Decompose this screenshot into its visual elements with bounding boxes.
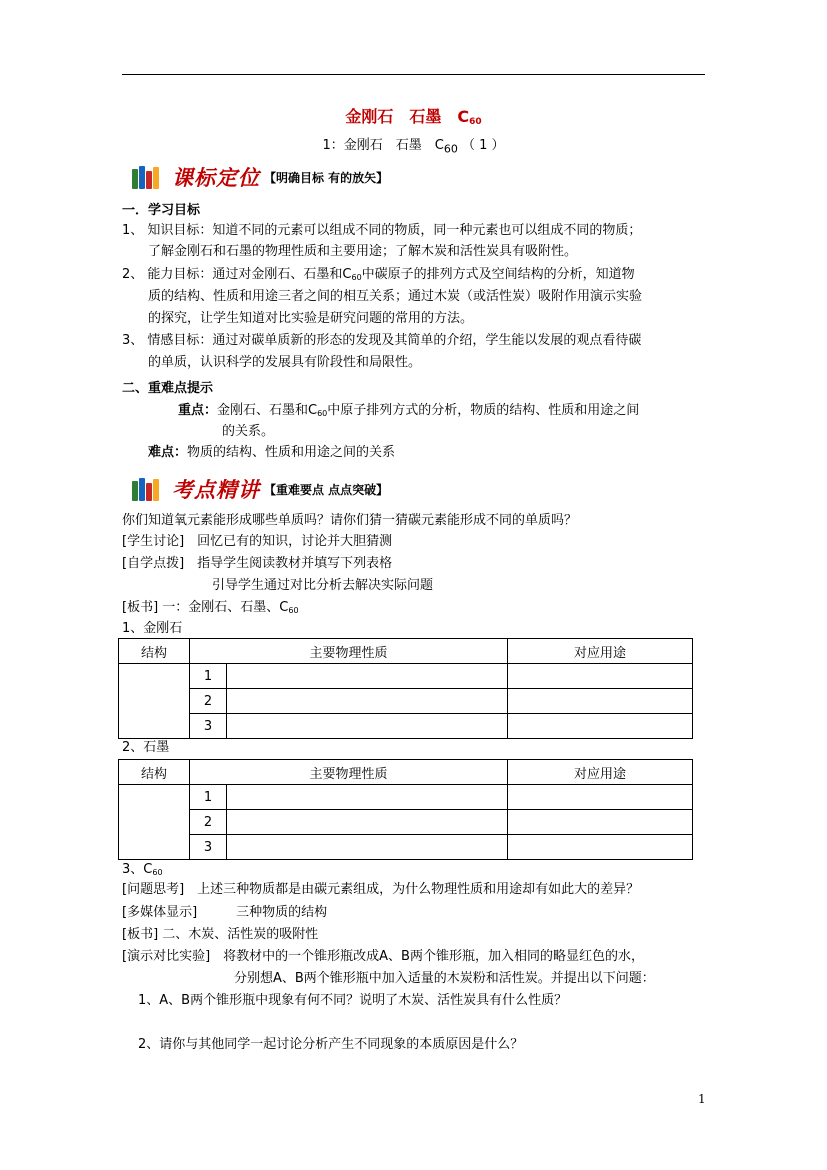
structure-cell (119, 785, 190, 860)
section-heading-2: 二、重难点提示 (122, 381, 214, 396)
graphite-label: 2、石墨 (122, 740, 170, 755)
col-property: 主要物理性质 (190, 760, 508, 785)
page-title: 金刚石 石墨 $C_{60}$ (345, 107, 482, 127)
student-discussion: [学生讨论] 回忆已有的知识，讨论并大胆猜测 (122, 534, 393, 549)
c60-label: 3、$C_{60}$ (122, 862, 163, 877)
question-oxygen: 你们知道氧元素能形成哪些单质吗？请你们猜一猜碳元素能形成不同的单质吗？ (122, 513, 578, 528)
key-point: 重点：金刚石、石墨和$C_{60}$中原子排列方式的分析，物质的结构、性质和用途之间 (178, 403, 640, 418)
banner-tag: 【重难要点 点点突破】 (264, 482, 389, 497)
property-cell (227, 835, 508, 860)
goal-knowledge-cont: 了解金刚石和石墨的物理性质和主要用途；了解木炭和活性炭具有吸附性。 (148, 244, 578, 259)
row-number: 2 (190, 689, 227, 714)
banner-course-goals (132, 164, 388, 190)
use-cell (508, 689, 693, 714)
banner-tag: 【明确目标 有的放矢】 (264, 170, 389, 185)
header-rule (122, 74, 705, 75)
property-cell (227, 785, 508, 810)
property-cell (227, 714, 508, 739)
row-number: 2 (190, 810, 227, 835)
books-icon (132, 477, 166, 501)
banner-title: 考点精讲 (172, 478, 260, 502)
property-cell (227, 664, 508, 689)
structure-cell (119, 664, 190, 739)
multimedia-display: [多媒体显示] 三种物质的结构 (122, 905, 328, 920)
hard-point: 难点：物质的结构、性质和用途之间的关系 (148, 445, 396, 460)
self-study-1: [自学点拨] 指导学生阅读教材并填写下列表格 (122, 556, 393, 571)
col-property: 主要物理性质 (190, 639, 508, 664)
banner-title: 课标定位 (172, 166, 260, 190)
graphite-table (118, 759, 693, 860)
diamond-table (118, 638, 693, 739)
lesson-subtitle: 1：金刚石 石墨 $C_{60}$ （ 1 ） (322, 138, 505, 156)
board-note-2: [板书] 二、木炭、活性炭的吸附性 (122, 927, 319, 942)
section-heading: 一．学习目标 (122, 203, 201, 218)
property-cell (227, 810, 508, 835)
row-number: 1 (190, 785, 227, 810)
board-note-1: [板书] 一：金刚石、石墨、$C_{60}$ (122, 600, 299, 615)
use-cell (508, 835, 693, 860)
use-cell (508, 810, 693, 835)
goal-ability-cont2: 的探究，让学生知道对比实验是研究问题的常用的方法。 (148, 311, 474, 326)
banner-key-points (132, 476, 388, 502)
goal-ability: 2、 能力目标：通过对金刚石、石墨和$C_{60}$中碳原子的排列方式及空间结构的分析，知道物 (122, 267, 635, 282)
question-1: 1、A、B两个锥形瓶中现象有何不同？说明了木炭、活性炭具有什么性质？ (138, 993, 568, 1008)
row-number: 3 (190, 835, 227, 860)
use-cell (508, 714, 693, 739)
goal-ability-cont1: 质的结构、性质和用途三者之间的相互关系；通过木炭（或活性炭）吸附作用演示实验 (148, 289, 643, 304)
question-2: 2、请你与其他同学一起讨论分析产生不同现象的本质原因是什么？ (138, 1037, 524, 1052)
property-cell (227, 689, 508, 714)
goal-emotion: 3、 情感目标：通过对碳单质新的形态的发现及其简单的介绍，学生能以发展的观点看待碳 (122, 333, 642, 348)
question-think: [问题思考] 上述三种物质都是由碳元素组成，为什么物理性质和用途却有如此大的差异？ (122, 882, 640, 897)
col-use: 对应用途 (508, 639, 693, 664)
diamond-label: 1、金刚石 (122, 621, 183, 636)
books-icon (132, 165, 166, 189)
col-structure: 结构 (119, 760, 190, 785)
col-structure: 结构 (119, 639, 190, 664)
col-use: 对应用途 (508, 760, 693, 785)
use-cell (508, 785, 693, 810)
row-number: 1 (190, 664, 227, 689)
demo-experiment-1: [演示对比实验] 将教材中的一个锥形瓶改成A、B两个锥形瓶，加入相同的略显红色的水， (122, 949, 644, 964)
row-number: 3 (190, 714, 227, 739)
key-point-cont: 的关系。 (222, 424, 275, 439)
demo-experiment-2: 分别想A、B两个锥形瓶中加入适量的木炭粉和活性炭。并提出以下问题： (234, 971, 655, 986)
use-cell (508, 664, 693, 689)
page-number: 1 (698, 1092, 706, 1106)
goal-knowledge: 1、 知识目标：知道不同的元素可以组成不同的物质，同一种元素也可以组成不同的物质； (122, 223, 642, 238)
goal-emotion-cont: 的单质，认识科学的发展具有阶段性和局限性。 (148, 355, 422, 370)
self-study-2: 引导学生通过对比分析去解决实际问题 (212, 578, 434, 593)
